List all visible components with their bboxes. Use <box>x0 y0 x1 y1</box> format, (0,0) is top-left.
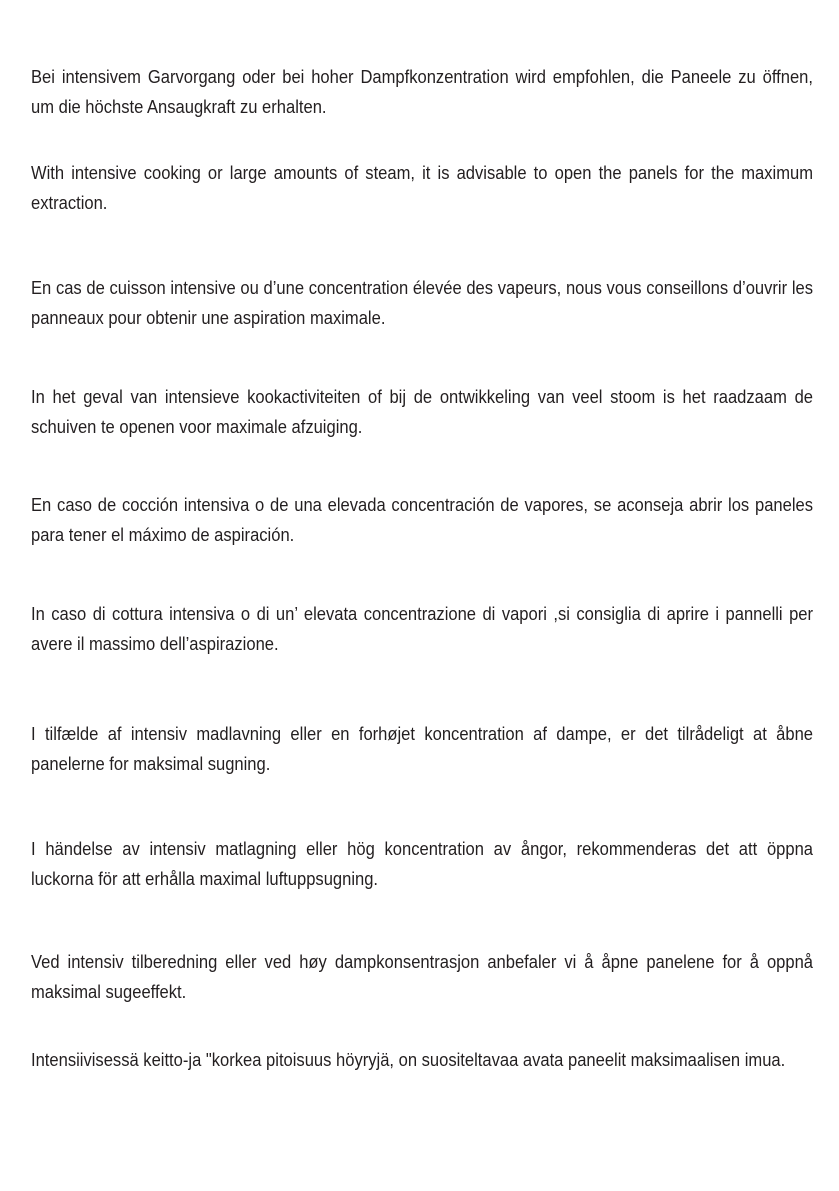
paragraph-italian: In caso di cottura intensiva o di un’ elevata concentrazione di vapori ,si consiglia di aprire i pannelli per avere il massimo dell’aspirazione. <box>31 604 813 654</box>
paragraph-danish: I tilfælde af intensiv madlavning eller en forhøjet koncentration af dampe, er det tilrådeligt at åbne panelerne for maksimal sugning. <box>31 724 813 774</box>
paragraph-spanish: En caso de cocción intensiva o de una elevada concentración de vapores, se aconseja abrir los paneles para tener el máximo de aspiración. <box>31 495 813 545</box>
paragraph-norwegian: Ved intensiv tilberedning eller ved høy dampkonsentrasjon anbefaler vi å åpne panelene for å oppnå maksimal sugeeffekt. <box>31 952 813 1002</box>
paragraph-swedish: I händelse av intensiv matlagning eller hög koncentration av ångor, rekommenderas det att öppna luckorna för att erhålla maximal luftuppsugning. <box>31 839 813 889</box>
paragraph-english: With intensive cooking or large amounts of steam, it is advisable to open the panels for the maximum extraction. <box>31 163 813 213</box>
paragraph-french: En cas de cuisson intensive ou d’une concentration élevée des vapeurs, nous vous conseillons d’ouvrir les panneaux pour obtenir une aspiration maximale. <box>31 278 813 328</box>
paragraph-finnish: Intensiivisessä keitto-ja "korkea pitoisuus höyryjä, on suositeltavaa avata paneelit maksimaalisen imua. <box>31 1050 786 1070</box>
paragraph-dutch: In het geval van intensieve kookactiviteiten of bij de ontwikkeling van veel stoom is het raadzaam de schuiven te openen voor maximale afzuiging. <box>31 387 813 437</box>
paragraph-german: Bei intensivem Garvorgang oder bei hoher Dampfkonzentration wird empfohlen, die Paneele zu öffnen, um die höchste Ansaugkraft zu erhalten. <box>31 67 813 117</box>
